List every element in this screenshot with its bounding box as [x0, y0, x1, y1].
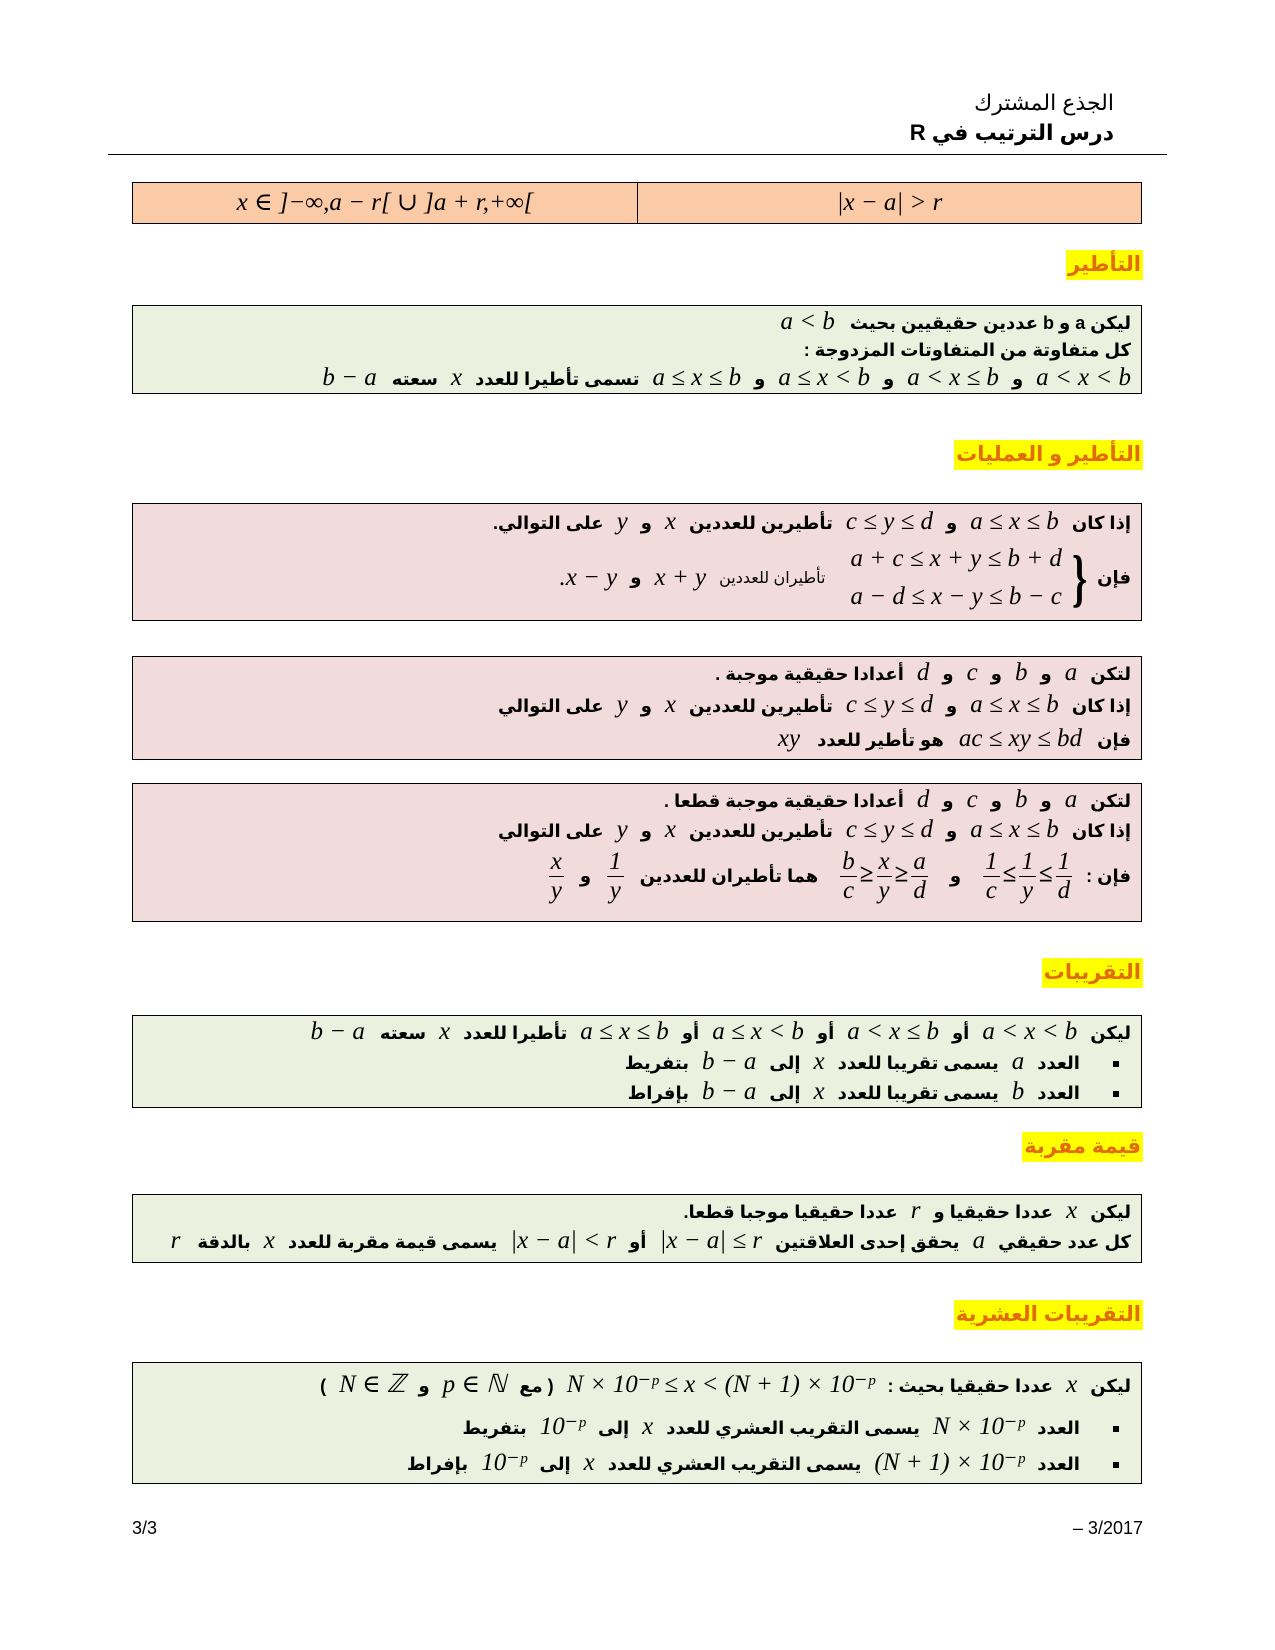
- interval-cell-right: [638, 183, 1141, 223]
- if-word: إذا كان: [1071, 821, 1131, 841]
- and-word: و: [942, 664, 954, 684]
- var-a: a: [1011, 1048, 1025, 1075]
- and-word: و: [1040, 791, 1052, 811]
- var-d: d: [916, 659, 930, 686]
- p-natural: p ∈ ℕ: [442, 1371, 507, 1398]
- approx-text: يسمى تقريبا للعدد: [837, 1053, 999, 1073]
- section-approximations: التقريبات: [1042, 958, 1143, 988]
- quotient-result: [546, 848, 1131, 918]
- bullet-icon: [1113, 1426, 1119, 1432]
- and-word: و: [640, 696, 652, 716]
- and-word: و: [640, 821, 652, 841]
- bullet-icon: [1113, 1061, 1119, 1067]
- number-word: العدد: [1037, 1454, 1080, 1474]
- ineq-y: c ≤ y ≤ d: [845, 691, 934, 718]
- framing-called: تسمى تأطيرا للعدد: [475, 369, 640, 389]
- framings-text: تأطيرين للعددين: [689, 513, 833, 533]
- fraction-1-over-c: $\frac{1}{c}$: [985, 848, 998, 904]
- approx-value-box: [132, 1194, 1142, 1263]
- interval-row: [132, 182, 1142, 224]
- ineq-x: a ≤ x ≤ b: [970, 691, 1059, 718]
- sum-diff-line1: [493, 508, 1131, 536]
- ineq-open: a < x < b: [982, 1018, 1078, 1045]
- framing-width: b − a: [322, 364, 377, 391]
- var-x: x: [642, 1413, 654, 1440]
- respectively-text: على التوالي.: [492, 513, 604, 533]
- interval-cell-left: [133, 183, 638, 223]
- two-framings-text: هما تأطيران للعددين: [639, 866, 819, 886]
- width-expr: b − a: [702, 1078, 757, 1105]
- then-word: فإن: [1097, 567, 1131, 588]
- var-x: x: [813, 1078, 825, 1105]
- framing-line3: [322, 364, 1131, 392]
- var-b: b: [1014, 786, 1028, 813]
- by-default-text: بتفريط: [462, 1418, 527, 1438]
- or-word: أو: [681, 1023, 700, 1043]
- with-word: ( مع: [519, 1376, 554, 1396]
- section-approx-value: قيمة مقربة: [1022, 1132, 1143, 1162]
- product-line3: [766, 725, 1131, 753]
- var-b: b: [1011, 1078, 1025, 1105]
- and-word: و: [1040, 664, 1052, 684]
- var-d: d: [916, 786, 930, 813]
- decimal-approx-box: [132, 1362, 1142, 1484]
- framing-line1-math: a < b: [780, 308, 835, 335]
- real-number-text: عددا حقيقيا و: [933, 1202, 1054, 1222]
- positive-reals-text: أعدادا حقيقية موجبة .: [715, 664, 904, 684]
- product-line2: [498, 691, 1131, 719]
- framings-text: تأطيرين للعددين: [689, 696, 833, 716]
- inequality-system: [850, 540, 1061, 616]
- and-word: و: [942, 791, 954, 811]
- var-a: a: [972, 1227, 986, 1254]
- ratio-inequality: $\frac{b}{c}$ ≥ $\frac{x}{y}$ ≥ $\frac{a}{d}$: [842, 848, 926, 904]
- abs-lt: |x − a| < r: [510, 1227, 617, 1254]
- fraction-x-over-y-result: $\frac{x}{y}$: [550, 848, 562, 904]
- var-xy: xy: [777, 725, 801, 752]
- system-line1: a + c ≤ x + y ≤ b + d: [850, 545, 1062, 572]
- ineq-left-closed: a ≤ x < b: [712, 1018, 804, 1045]
- framing-ineq2: a < x ≤ b: [907, 364, 999, 391]
- page-number: 3/3: [132, 1518, 158, 1538]
- quotient-line2: [498, 816, 1131, 844]
- brace-symbol: {: [1071, 542, 1088, 613]
- span-word: سعته: [379, 1023, 427, 1043]
- ineq-x: a ≤ x ≤ b: [970, 816, 1059, 843]
- approx-value-line2: [159, 1227, 1131, 1255]
- n-integer: N ∈ ℤ: [339, 1371, 406, 1398]
- fraction-b-over-c: $\frac{b}{c}$: [842, 848, 855, 904]
- and-word: و: [946, 696, 958, 716]
- bullet-icon: [1113, 1462, 1119, 1468]
- or-word: أو: [816, 1023, 835, 1043]
- page-header: [910, 88, 1114, 148]
- number-word: العدد: [1037, 1083, 1080, 1103]
- var-r: r: [170, 1227, 181, 1254]
- header-divider: [108, 154, 1167, 155]
- and-word: و: [883, 369, 895, 389]
- sum-diff-box: [132, 503, 1142, 621]
- decimal-approx-text: يسمى التقريب العشري للعدد: [666, 1418, 920, 1438]
- ineq-y: c ≤ y ≤ d: [845, 816, 934, 843]
- interval-union: x ∈ ]−∞,a − r[ ∪ ]a + r,+∞[: [236, 189, 534, 216]
- var-x: x: [263, 1227, 275, 1254]
- let-word: لتكن: [1090, 664, 1131, 684]
- ineq-closed: a ≤ x ≤ b: [580, 1018, 669, 1045]
- lower-decimal: N × 10⁻ᵖ: [932, 1413, 1025, 1440]
- to-word: إلى: [598, 1418, 630, 1438]
- framing-line1-text: ليكن a و b عددين حقيقيين بحيث: [849, 313, 1131, 333]
- var-c: c: [966, 659, 978, 686]
- framings-text: تأطيرين للعددين: [689, 821, 833, 841]
- approx-value-text: يسمى قيمة مقربة للعدد: [287, 1232, 498, 1252]
- var-x: x: [439, 1018, 451, 1045]
- and-word: و: [949, 866, 962, 886]
- result-text: تأطيران للعددين: [719, 570, 826, 587]
- such-that-text: عددا حقيقيا بحيث :: [887, 1376, 1054, 1396]
- var-x: x: [664, 691, 677, 718]
- let-word: ليكن: [1090, 1023, 1131, 1043]
- reciprocal-inequality: $\frac{1}{c}$ ≤ $\frac{1}{y}$ ≤ $\frac{1}{d}$: [985, 848, 1071, 904]
- header-level: الجذع المشترك: [974, 90, 1114, 115]
- to-word: إلى: [769, 1083, 801, 1103]
- respectively-text: على التوالي: [497, 696, 604, 716]
- fraction-x-over-y: $\frac{x}{y}$: [878, 848, 890, 904]
- to-word: إلى: [539, 1454, 571, 1474]
- var-x: x: [664, 816, 677, 843]
- system-line2: a − d ≤ x − y ≤ b − c: [850, 583, 1062, 610]
- power-expr: 10⁻ᵖ: [539, 1413, 585, 1440]
- by-excess-text: بإفراط: [627, 1083, 689, 1103]
- var-y: y: [616, 508, 628, 535]
- precision-word: بالدقة: [197, 1232, 251, 1252]
- strictly-positive-text: عددا حقيقيا موجبا قطعا.: [683, 1202, 898, 1222]
- and-word: و: [990, 664, 1002, 684]
- framing-line1: [780, 308, 1131, 336]
- and-word: و: [754, 369, 766, 389]
- quotient-line1: [664, 786, 1131, 814]
- section-framing-operations: التأطير و العمليات: [954, 440, 1143, 470]
- sum-diff-result: [551, 540, 1131, 620]
- and-word: و: [990, 791, 1002, 811]
- var-b: b: [1014, 659, 1028, 686]
- decimal-bullet-lower: [462, 1411, 1119, 1441]
- by-excess-text: بإفراط: [406, 1454, 469, 1474]
- var-r: r: [910, 1197, 921, 1224]
- then-word: فإن: [1097, 730, 1131, 750]
- framing-ineq1: a < x < b: [1036, 364, 1131, 391]
- fraction-a-over-d: $\frac{a}{d}$: [913, 848, 926, 904]
- section-decimal-approx: التقريبات العشرية: [954, 1300, 1143, 1330]
- fraction-1-over-d: $\frac{1}{d}$: [1057, 848, 1071, 904]
- framing-line2: كل متفاوتة من المتفاوتات المزدوجة :: [803, 340, 1131, 360]
- var-a: a: [1064, 659, 1078, 686]
- var-y: y: [616, 691, 628, 718]
- var-x: x: [1066, 1371, 1078, 1398]
- let-word: لتكن: [1090, 791, 1131, 811]
- upper-decimal: (N + 1) × 10⁻ᵖ: [874, 1449, 1025, 1476]
- sum-expr: x + y: [654, 564, 707, 591]
- approx-text: يسمى تقريبا للعدد: [837, 1083, 999, 1103]
- ineq-x: a ≤ x ≤ b: [970, 508, 1059, 535]
- framing-ineq3: a ≤ x < b: [778, 364, 870, 391]
- quotient-box: [132, 783, 1142, 922]
- framing-ineq4: a ≤ x ≤ b: [652, 364, 742, 391]
- width-expr: b − a: [702, 1048, 757, 1075]
- product-text: هو تأطير للعدد: [817, 730, 944, 750]
- width-expr: b − a: [310, 1018, 365, 1045]
- decimal-bullet-upper: [407, 1447, 1119, 1477]
- and-word: و: [946, 513, 958, 533]
- to-word: إلى: [769, 1053, 801, 1073]
- bullet-icon: [1113, 1091, 1119, 1097]
- respectively-text: على التوالي: [497, 821, 604, 841]
- product-inequality: ac ≤ xy ≤ bd: [958, 725, 1083, 752]
- approx-value-line1: [683, 1197, 1131, 1225]
- footer-date: – 3/2017: [1072, 1518, 1143, 1538]
- var-y: y: [616, 816, 628, 843]
- decimal-approx-text: يسمى التقريب العشري للعدد: [607, 1454, 862, 1474]
- number-word: العدد: [1037, 1418, 1080, 1438]
- product-line1: [715, 659, 1131, 687]
- and-word: و: [630, 567, 642, 588]
- and-word: و: [579, 866, 592, 886]
- or-word: أو: [951, 1023, 970, 1043]
- decimal-inequality: N × 10⁻ᵖ ≤ x < (N + 1) × 10⁻ᵖ: [566, 1371, 875, 1398]
- and-word: و: [946, 821, 958, 841]
- framing-x: x: [450, 364, 463, 391]
- var-x: x: [664, 508, 677, 535]
- fraction-1-over-y-result: $\frac{1}{y}$: [609, 848, 622, 904]
- approximation-box: [132, 1015, 1142, 1108]
- by-default-text: بتفريط: [624, 1053, 689, 1073]
- approx-bullet-upper: [628, 1078, 1119, 1106]
- framing-definition-box: [132, 305, 1142, 394]
- power-expr: 10⁻ᵖ: [481, 1449, 527, 1476]
- if-word: إذا كان: [1071, 696, 1131, 716]
- strictly-positive-text: أعدادا حقيقية موجبة قطعا .: [664, 791, 904, 811]
- let-word: ليكن: [1090, 1202, 1131, 1222]
- var-x: x: [583, 1449, 595, 1476]
- decimal-line1: [320, 1369, 1131, 1399]
- or-word: أو: [629, 1232, 647, 1252]
- number-word: العدد: [1037, 1053, 1080, 1073]
- satisfies-text: يحقق إحدى العلاقتين: [775, 1232, 960, 1252]
- product-box: [132, 656, 1142, 760]
- abs-inequality: |x − a| > r: [836, 189, 943, 216]
- approx-bullet-lower: [625, 1048, 1119, 1076]
- var-x: x: [1066, 1197, 1078, 1224]
- abs-leq: |x − a| ≤ r: [659, 1227, 763, 1254]
- fraction-1-over-y: $\frac{1}{y}$: [1021, 848, 1034, 904]
- ineq-right-closed: a < x ≤ b: [847, 1018, 939, 1045]
- and-word: و: [640, 513, 652, 533]
- diff-expr: .x − y: [559, 564, 618, 591]
- and-word: و: [1011, 369, 1024, 389]
- then-word: فإن :: [1086, 866, 1131, 886]
- framing-span-word: سعته: [391, 369, 438, 389]
- var-a: a: [1064, 786, 1078, 813]
- header-title: درس الترتيب في R: [909, 120, 1114, 145]
- and-word: و: [418, 1376, 430, 1396]
- close-paren: ): [320, 1376, 327, 1396]
- if-word: إذا كان: [1071, 513, 1131, 533]
- approx-line1: [311, 1018, 1132, 1046]
- let-word: ليكن: [1090, 1376, 1131, 1396]
- var-x: x: [813, 1048, 825, 1075]
- each-real-text: كل عدد حقيقي: [998, 1232, 1131, 1252]
- ineq-y: c ≤ y ≤ d: [845, 508, 934, 535]
- section-framing: التأطير: [1066, 250, 1143, 280]
- var-c: c: [966, 786, 978, 813]
- framing-text: تأطيرا للعدد: [463, 1023, 568, 1043]
